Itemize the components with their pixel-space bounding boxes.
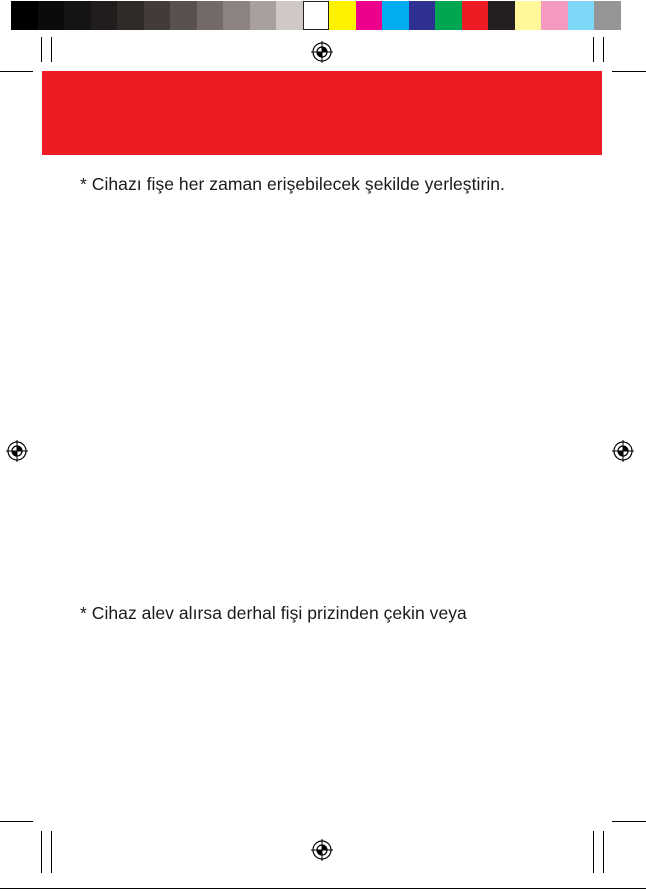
registration-mark-icon	[311, 839, 333, 861]
color-swatch	[303, 1, 330, 30]
color-swatch	[594, 1, 621, 30]
gray-swatch-row	[11, 1, 329, 30]
color-swatch	[197, 1, 224, 30]
color-swatch	[435, 1, 462, 30]
color-swatch	[462, 1, 489, 30]
crop-mark-bottom-left-vertical	[41, 831, 42, 873]
color-swatch	[144, 1, 171, 30]
color-swatch	[515, 1, 542, 30]
color-swatch	[409, 1, 436, 30]
crop-mark-bottom-right-horizontal	[612, 821, 646, 822]
color-swatch-row	[329, 1, 621, 30]
trim-line-top-right-tick	[593, 37, 594, 62]
color-swatch	[488, 1, 515, 30]
color-swatch	[541, 1, 568, 30]
instruction-line: * Cihazı fişe her zaman erişebilecek şekilde yerleştirin.	[80, 174, 505, 194]
color-swatch	[170, 1, 197, 30]
instruction-line: * Cihaz alev alırsa derhal fişi prizinden çekin veya	[80, 603, 467, 623]
registration-mark-icon	[311, 41, 333, 63]
crop-mark-bottom-right-vertical	[603, 831, 604, 873]
trim-line-bottom-left-tick	[51, 831, 52, 873]
color-swatch	[382, 1, 409, 30]
color-swatch	[329, 1, 356, 30]
color-swatch	[38, 1, 65, 30]
color-swatch	[91, 1, 118, 30]
crop-mark-top-left-horizontal	[0, 71, 33, 72]
color-swatch	[356, 1, 383, 30]
color-swatch	[117, 1, 144, 30]
trim-line-top-left-tick	[51, 37, 52, 62]
crop-mark-top-right-vertical	[603, 37, 604, 62]
color-swatch	[250, 1, 277, 30]
color-swatch	[568, 1, 595, 30]
registration-mark-icon	[6, 440, 28, 462]
crop-mark-top-right-horizontal	[612, 71, 646, 72]
crop-mark-top-left-vertical	[41, 37, 42, 62]
color-swatch	[223, 1, 250, 30]
header-banner	[42, 71, 602, 155]
color-swatch	[64, 1, 91, 30]
crop-mark-bottom-left-horizontal	[0, 821, 33, 822]
color-swatch	[276, 1, 303, 30]
registration-mark-icon	[612, 440, 634, 462]
trim-line-bottom	[0, 888, 646, 889]
trim-line-bottom-right-tick	[593, 831, 594, 873]
color-swatch	[11, 1, 38, 30]
